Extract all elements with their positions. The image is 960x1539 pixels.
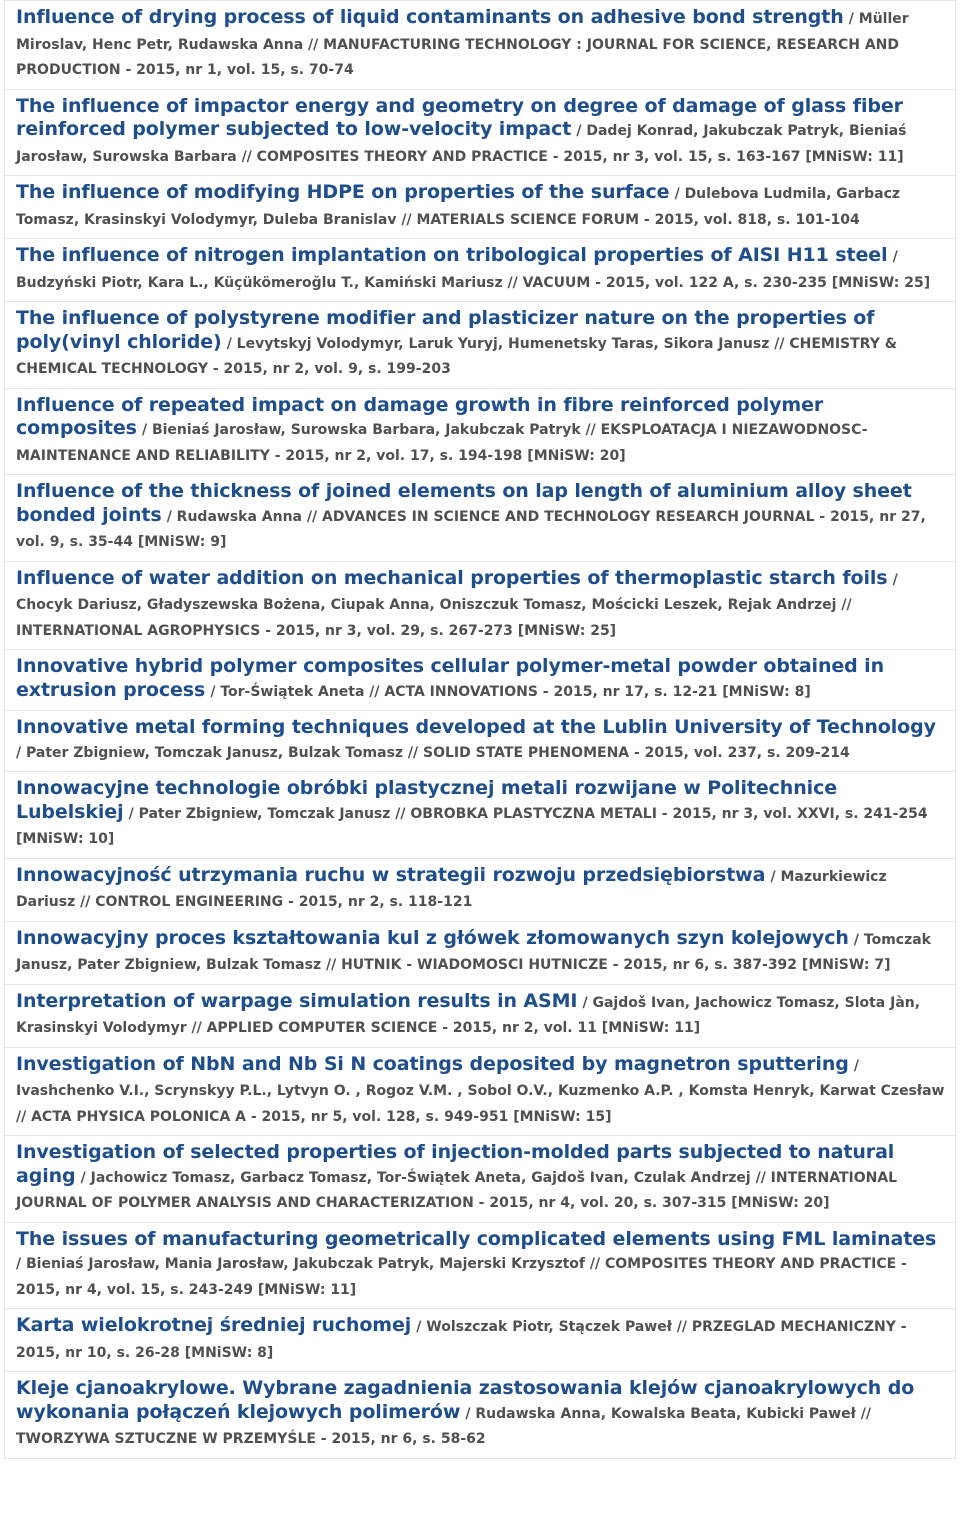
publication-title-link[interactable]: The influence of modifying HDPE on properties of the surface [16,181,670,203]
publication-entry [4,859,956,922]
publication-entry [4,985,956,1048]
publication-title-link[interactable]: Innowacyjny proces kształtowania kul z główek złomowanych szyn kolejowych [16,926,849,949]
publication-title-link[interactable]: Kleje cjanoakrylowe. Wybrane zagadnienia zastosowania klejów cjanoakrylowych do wykonania połączeń klejowych polimerów [16,1377,915,1423]
publication-title-link[interactable]: Influence of water addition on mechanical properties of thermoplastic starch foils [16,566,888,589]
publication-title-link[interactable]: The issues of manufacturing geometrically complicated elements using FML laminates [16,1227,937,1250]
publication-title-link[interactable]: Innovative hybrid polymer composites cellular polymer-metal powder obtained in extrusion process [16,655,885,701]
publication-entry [4,1372,956,1459]
publication-title-link[interactable]: The influence of polystyrene modifier and plasticizer nature on the properties of poly(vinyl chloride) [16,307,875,353]
publication-entry [4,389,956,476]
publication-title-link[interactable]: Innowacyjne technologie obróbki plastycznej metali rozwijane w Politechnice Lubelskiej [16,777,838,823]
publication-meta: / Ivashchenko V.I., Scrynskyy P.L., Lytvyn O. , Rogoz V.M. , Sobol O.V., Kuzmenko A.P. , Komsta Henryk, Karwat Czesław // ACTA PHYSICA POLONICA A - 2015, nr 5, vol. 128, s. 949-951 [MNiSW: 15] [16,1057,945,1125]
publication-meta: / Levytskyj Volodymyr, Laruk Yuryj, Humenetsky Taras, Sikora Janusz // CHEMISTRY & CHEMICAL TECHNOLOGY - 2015, nr 2, vol. 9, s. 199-203 [16,335,897,377]
publication-entry [4,176,956,239]
publication-title-link[interactable]: Investigation of selected properties of injection-molded parts subjected to natural aging [16,1141,895,1187]
publication-entry [4,772,956,859]
publication-entry [4,239,956,302]
publication-meta: / Pater Zbigniew, Tomczak Janusz // OBROBKA PLASTYCZNA METALI - 2015, nr 3, vol. XXVI, s. 241-254 [MNiSW: 10] [16,805,928,847]
publication-entry [4,1309,956,1372]
publication-meta: / Tomczak Janusz, Pater Zbigniew, Bulzak Tomasz // HUTNIK - WIADOMOSCI HUTNICZE - 2015, nr 6, s. 387-392 [MNiSW: 7] [16,931,931,973]
publication-entry [4,1048,956,1137]
publication-meta: / Bieniaś Jarosław, Mania Jarosław, Jakubczak Patryk, Majerski Krzysztof // COMPOSITES THEORY AND PRACTICE - 2015, nr 4, vol. 15, s. 243-249 [MNiSW: 11] [16,1256,907,1298]
publication-title-link[interactable]: The influence of nitrogen implantation on tribological properties of AISI H11 steel [16,244,888,266]
publication-title-link[interactable]: Influence of drying process of liquid contaminants on adhesive bond strength [16,6,844,28]
publication-meta: / Müller Miroslav, Henc Petr, Rudawska Anna // MANUFACTURING TECHNOLOGY : JOURNAL FOR SCIENCE, RESEARCH AND PRODUCTION - 2015, nr 1, vol. 15, s. 70-74 [16,11,909,78]
publication-entry [4,650,956,711]
publication-meta: / Rudawska Anna // ADVANCES IN SCIENCE AND TECHNOLOGY RESEARCH JOURNAL - 2015, nr 27, vol. 9, s. 35-44 [MNiSW: 9] [16,508,926,550]
publication-list [4,0,956,1459]
publication-title-link[interactable]: Innovative metal forming techniques developed at the Lublin University of Technology [16,716,936,738]
publication-entry [4,475,956,562]
publication-title-link[interactable]: Innowacyjność utrzymania ruchu w strategii rozwoju przedsiębiorstwa [16,863,766,886]
publication-entry [4,1223,956,1310]
publication-entry [4,922,956,985]
publication-entry [4,90,956,177]
publication-title-link[interactable]: Karta wielokrotnej średniej ruchomej [16,1314,412,1336]
publication-meta: / Dadej Konrad, Jakubczak Patryk, Bieniaś Jarosław, Surowska Barbara // COMPOSITES THEORY AND PRACTICE - 2015, nr 3, vol. 15, s. 163-167 [MNiSW: 11] [16,123,907,165]
publication-title-link[interactable]: Influence of the thickness of joined elements on lap length of aluminium alloy sheet bonded joints [16,480,912,526]
publication-entry [4,562,956,651]
publication-meta: / Tor-Świątek Aneta // ACTA INNOVATIONS - 2015, nr 17, s. 12-21 [MNiSW: 8] [210,683,811,700]
publication-meta: / Gajdoš Ivan, Jachowicz Tomasz, Slota Jàn, Krasinskyi Volodymyr // APPLIED COMPUTER SCIENCE - 2015, nr 2, vol. 11 [MNiSW: 11] [16,994,921,1036]
publication-meta: / Mazurkiewicz Dariusz // CONTROL ENGINEERING - 2015, nr 2, s. 118-121 [16,868,887,910]
publication-entry [4,1,956,90]
publication-entry [4,1136,956,1223]
publication-entry [4,302,956,389]
publication-meta: / Bieniaś Jarosław, Surowska Barbara, Jakubczak Patryk // EKSPLOATACJA I NIEZAWODNOSC-MAINTENANCE AND RELIABILITY - 2015, nr 2, vol. 17, s. 194-198 [MNiSW: 20] [16,422,868,464]
publication-meta: / Budzyński Piotr, Kara L., Küçükömeroğlu T., Kamiński Mariusz // VACUUM - 2015, vol. 122 A, s. 230-235 [MNiSW: 25] [16,249,931,291]
publication-meta: / Wolszczak Piotr, Stączek Paweł // PRZEGLAD MECHANICZNY - 2015, nr 10, s. 26-28 [MNiSW: 8] [16,1319,907,1361]
publication-meta: / Pater Zbigniew, Tomczak Janusz, Bulzak Tomasz // SOLID STATE PHENOMENA - 2015, vol. 237, s. 209-214 [16,744,850,761]
publication-title-link[interactable]: The influence of impactor energy and geometry on degree of damage of glass fiber reinforced polymer subjected to low-velocity impact [16,94,903,140]
publication-meta: / Chocyk Dariusz, Gładyszewska Bożena, Ciupak Anna, Oniszczuk Tomasz, Mościcki Leszek, Rejak Andrzej // INTERNATIONAL AGROPHYSICS - 2015, nr 3, vol. 29, s. 267-273 [MNiSW: 25] [16,571,898,639]
publication-meta: / Dulebova Ludmila, Garbacz Tomasz, Krasinskyi Volodymyr, Duleba Branislav // MATERIALS SCIENCE FORUM - 2015, vol. 818, s. 101-104 [16,186,901,228]
publication-title-link[interactable]: Influence of repeated impact on damage growth in fibre reinforced polymer composites [16,393,824,439]
publication-entry [4,711,956,772]
publication-title-link[interactable]: Interpretation of warpage simulation results in ASMI [16,989,578,1012]
publication-meta: / Jachowicz Tomasz, Garbacz Tomasz, Tor-Świątek Aneta, Gajdoš Ivan, Czulak Andrzej // INTERNATIONAL JOURNAL OF POLYMER ANALYSIS AND CHARACTERIZATION - 2015, nr 4, vol. 20, s. 307-315 [MNiSW: 20] [16,1169,898,1211]
publication-meta: / Rudawska Anna, Kowalska Beata, Kubicki Paweł // TWORZYWA SZTUCZNE W PRZEMYŚLE - 2015, nr 6, s. 58-62 [16,1405,871,1447]
publication-title-link[interactable]: Investigation of NbN and Nb Si N coatings deposited by magnetron sputtering [16,1052,849,1075]
